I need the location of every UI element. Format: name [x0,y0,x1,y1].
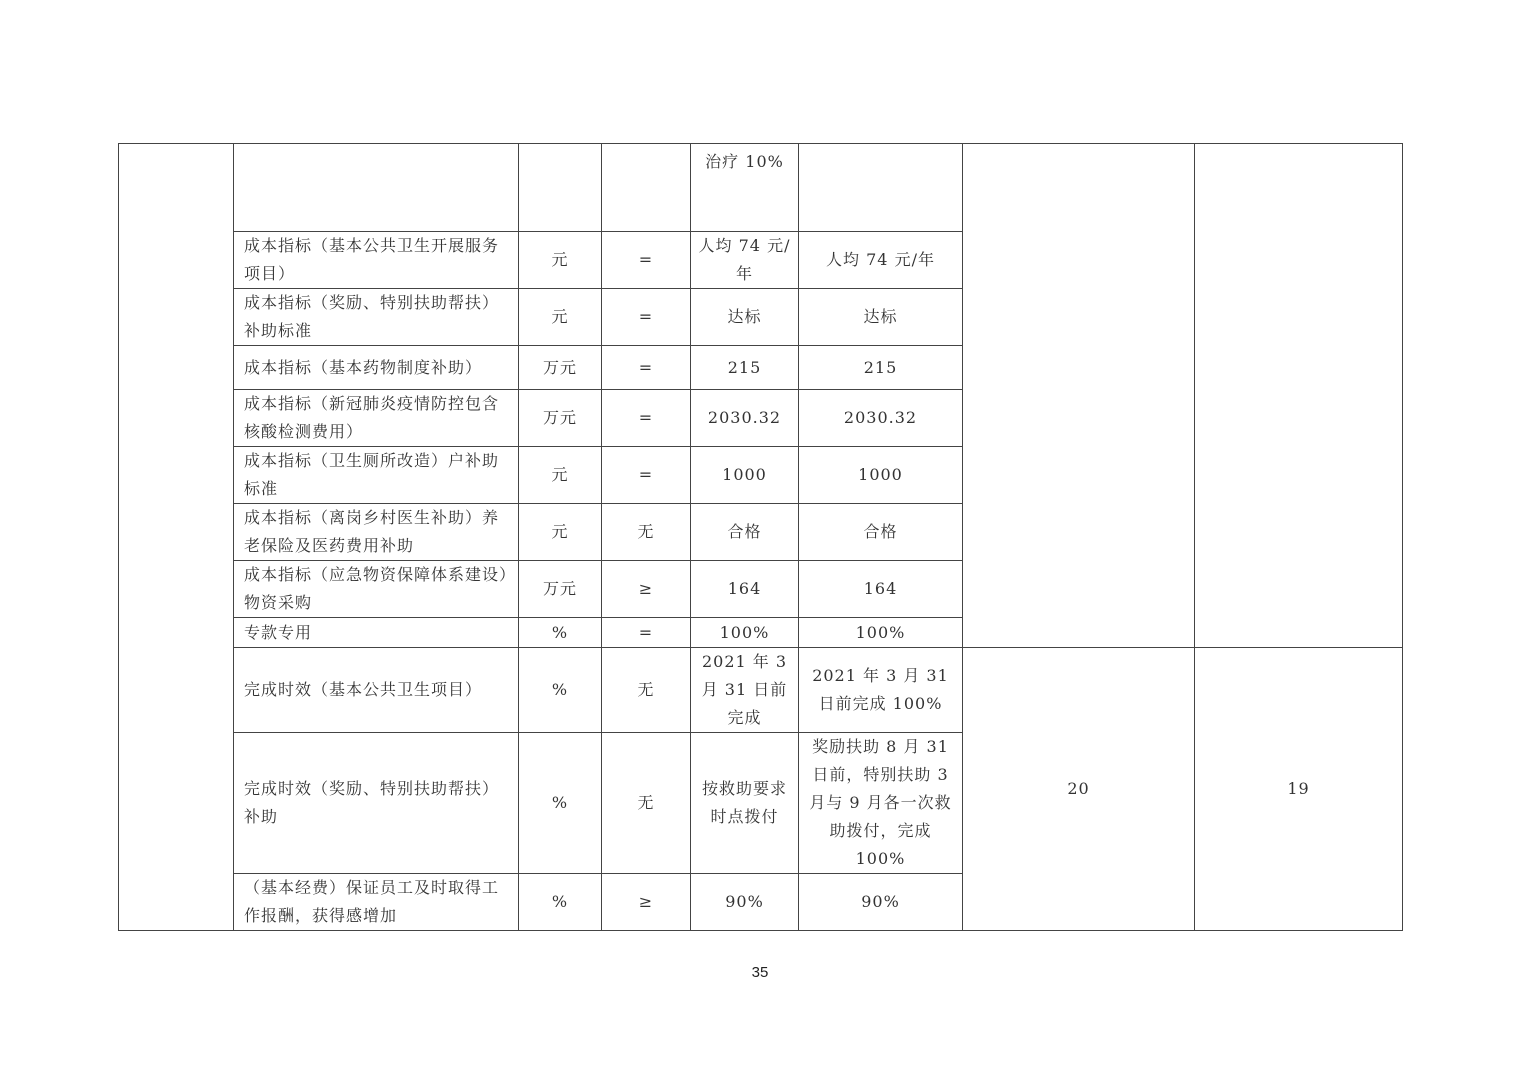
unit-cell: 元 [519,504,602,561]
indicator-cell: 成本指标（卫生厕所改造）户补助标准 [234,447,519,504]
indicator-cell: 成本指标（奖励、特别扶助帮扶）补助标准 [234,289,519,346]
target-cell: 90% [691,874,799,931]
target-cell: 215 [691,346,799,390]
operator-cell: = [602,289,691,346]
indicator-cell: 成本指标（基本药物制度补助） [234,346,519,390]
actual-cell: 100% [799,618,963,648]
operator-cell: = [602,447,691,504]
target-cell: 2030.32 [691,390,799,447]
target-cell: 人均 74 元/年 [691,232,799,289]
unit-cell: % [519,648,602,733]
unit-cell: 万元 [519,561,602,618]
page-number: 35 [751,964,769,981]
indicator-cell: 成本指标（应急物资保障体系建设）物资采购 [234,561,519,618]
score-cell [1195,144,1403,648]
actual-cell: 90% [799,874,963,931]
unit-cell: % [519,874,602,931]
operator-cell: = [602,618,691,648]
indicator-cell [234,144,519,232]
indicator-cell: 成本指标（新冠肺炎疫情防控包含核酸检测费用） [234,390,519,447]
indicator-cell: 完成时效（基本公共卫生项目） [234,648,519,733]
timeliness-weight-cell: 20 [963,648,1195,931]
operator-cell: = [602,346,691,390]
actual-cell: 215 [799,346,963,390]
performance-indicator-table [118,143,1403,931]
indicator-cell: 完成时效（奖励、特别扶助帮扶）补助 [234,733,519,874]
operator-cell: = [602,390,691,447]
target-cell: 达标 [691,289,799,346]
unit-cell: 万元 [519,346,602,390]
target-cell: 100% [691,618,799,648]
actual-cell: 合格 [799,504,963,561]
actual-cell: 达标 [799,289,963,346]
indicator-cell: （基本经费）保证员工及时取得工作报酬，获得感增加 [234,874,519,931]
actual-cell [799,144,963,232]
operator-cell: = [602,232,691,289]
operator-cell [602,144,691,232]
unit-cell: 元 [519,447,602,504]
actual-cell: 1000 [799,447,963,504]
unit-cell: 元 [519,232,602,289]
operator-cell: 无 [602,733,691,874]
target-cell: 治疗 10% [691,144,799,232]
table-row [119,648,1403,733]
unit-cell: % [519,618,602,648]
unit-cell [519,144,602,232]
operator-cell: 无 [602,504,691,561]
indicator-cell: 成本指标（基本公共卫生开展服务项目） [234,232,519,289]
actual-cell: 2021 年 3 月 31 日前完成 100% [799,648,963,733]
actual-cell: 人均 74 元/年 [799,232,963,289]
indicator-cell: 专款专用 [234,618,519,648]
actual-cell: 164 [799,561,963,618]
operator-cell: ≥ [602,561,691,618]
target-cell: 合格 [691,504,799,561]
timeliness-score-cell: 19 [1195,648,1403,931]
target-cell: 2021 年 3 月 31 日前完成 [691,648,799,733]
target-cell: 164 [691,561,799,618]
table-row [119,144,1403,232]
target-cell: 1000 [691,447,799,504]
indicator-cell: 成本指标（离岗乡村医生补助）养老保险及医药费用补助 [234,504,519,561]
actual-cell: 2030.32 [799,390,963,447]
unit-cell: 万元 [519,390,602,447]
unit-cell: % [519,733,602,874]
weight-cell [963,144,1195,648]
category-cell [119,144,234,931]
operator-cell: 无 [602,648,691,733]
target-cell: 按救助要求时点拨付 [691,733,799,874]
actual-cell: 奖励扶助 8 月 31 日前，特别扶助 3 月与 9 月各一次救助拨付，完成 100% [799,733,963,874]
operator-cell: ≥ [602,874,691,931]
unit-cell: 元 [519,289,602,346]
